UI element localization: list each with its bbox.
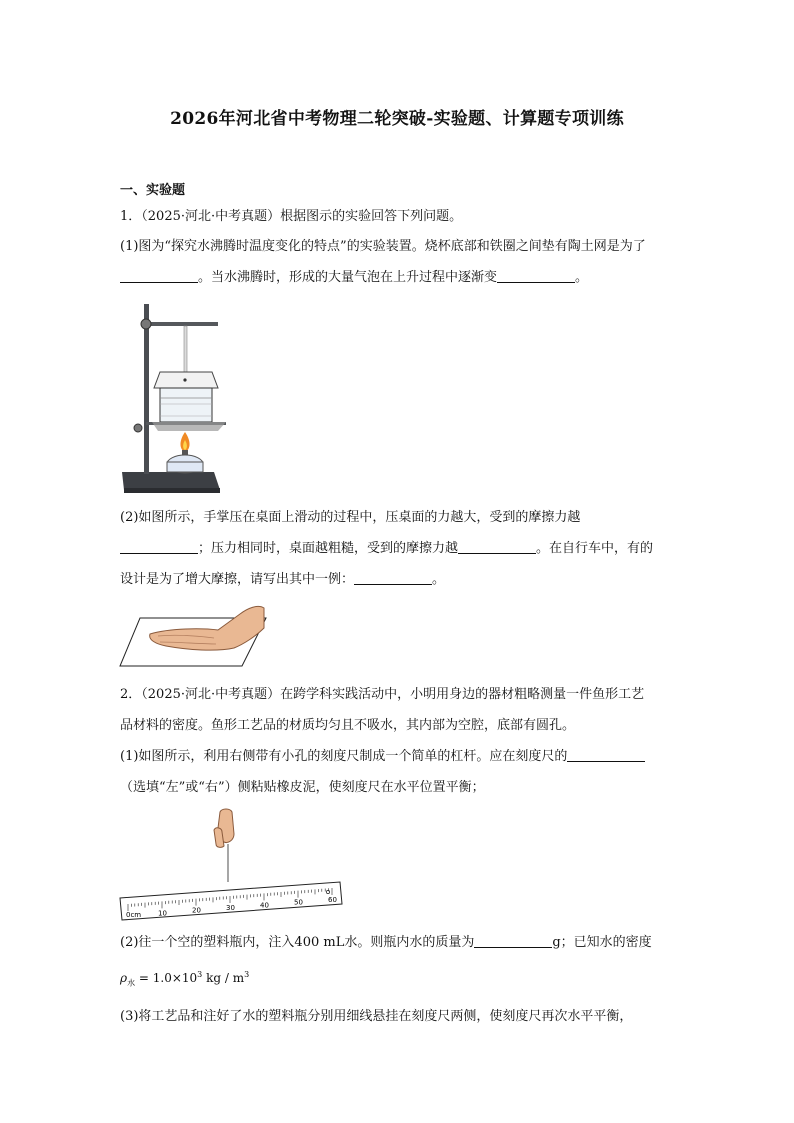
question-1-part-1-line-1: (1)图为“探究水沸腾时温度变化的特点”的实验装置。烧杯底部和铁圈之间垫有陶土网是为了 <box>120 239 646 254</box>
answer-blank[interactable] <box>567 748 645 762</box>
q1-p2-text-d: 。 <box>432 572 446 587</box>
q1-p2-text-a: ；压力相同时，桌面越粗糙，受到的摩擦力越 <box>198 541 459 556</box>
question-1-stem: 1．（2025·河北·中考真题）根据图示的实验回答下列问题。 <box>120 209 463 224</box>
rho-unit: kg / m <box>206 971 245 985</box>
ruler-tick-label: 40 <box>260 901 269 910</box>
ruler-tick-label: 60 <box>328 896 337 904</box>
answer-blank[interactable] <box>354 571 432 585</box>
ruler-lever-figure <box>118 806 344 924</box>
question-1-part-1-line-2 <box>120 269 588 287</box>
question-1-part-2-line-1: (2)如图所示，手掌压在桌面上滑动的过程中，压桌面的力越大，受到的摩擦力越 <box>120 510 581 525</box>
q1-p1-text-a: 。当水沸腾时，形成的大量气泡在上升过程中逐渐变 <box>198 270 498 285</box>
question-2-stem-line-2: 品材料的密度。鱼形工艺品的材质均匀且不吸水，其内部为空腔，底部有圆孔。 <box>120 718 576 733</box>
q2-p2-text-c: g；已知水的密度 <box>552 935 652 950</box>
q1-p1-text-b: 。 <box>575 270 589 285</box>
q2-p2-text-a: (2)往一个空的塑料瓶内，注入 <box>120 935 295 950</box>
page-title: 2026年河北省中考物理二轮突破-实验题、计算题专项训练 <box>170 109 624 129</box>
question-2-part-2-line-1 <box>120 934 652 952</box>
rho-unit-exponent: 3 <box>244 970 250 979</box>
rho-value: = 1.0×10 <box>138 971 198 985</box>
water-density-formula <box>120 966 249 992</box>
rho-exponent: 3 <box>197 970 203 979</box>
q2-p2-text-b: 水。则瓶内水的质量为 <box>344 935 475 950</box>
section-heading: 一、实验题 <box>120 183 186 198</box>
question-1-part-2-line-2 <box>120 540 653 558</box>
answer-blank[interactable] <box>497 269 575 283</box>
question-2-part-3-line-1: (3)将工艺品和注好了水的塑料瓶分别用细线悬挂在刻度尺两侧，使刻度尺再次水平平衡， <box>120 1009 633 1024</box>
question-1-part-2-line-3 <box>120 571 445 589</box>
question-2-stem-line-1: 2．（2025·河北·中考真题）在跨学科实践活动中，小明用身边的器材粗略测量一件鱼形工艺 <box>120 687 645 702</box>
q1-p2-text-c: 设计是为了增大摩擦，请写出其中一例： <box>120 572 355 587</box>
q2-p1-text: (1)如图所示，利用右侧带有小孔的刻度尺制成一个简单的杠杆。应在刻度尺的 <box>120 749 568 764</box>
volume-value: 400 mL <box>294 935 345 950</box>
ruler-tick-label: 20 <box>192 906 201 915</box>
ruler-unit-label: 0cm <box>126 911 142 919</box>
question-2-part-1-line-2: （选填“左”或“右”）侧粘贴橡皮泥，使刻度尺在水平位置平衡； <box>120 780 485 795</box>
ruler-tick-label: 10 <box>158 909 167 918</box>
answer-blank[interactable] <box>474 934 552 948</box>
ruler-tick-label: 50 <box>294 898 303 907</box>
question-2-part-1-line-1 <box>120 748 645 766</box>
rho-subscript: 水 <box>127 978 136 988</box>
answer-blank[interactable] <box>120 269 198 283</box>
rho-symbol: ρ <box>120 971 128 985</box>
boiling-water-apparatus-figure <box>118 300 228 496</box>
hand-on-table-figure <box>118 600 268 670</box>
answer-blank[interactable] <box>120 540 198 554</box>
q1-p2-text-b: 。在自行车中，有的 <box>536 541 654 556</box>
answer-blank[interactable] <box>458 540 536 554</box>
ruler-tick-label: 30 <box>226 904 235 912</box>
